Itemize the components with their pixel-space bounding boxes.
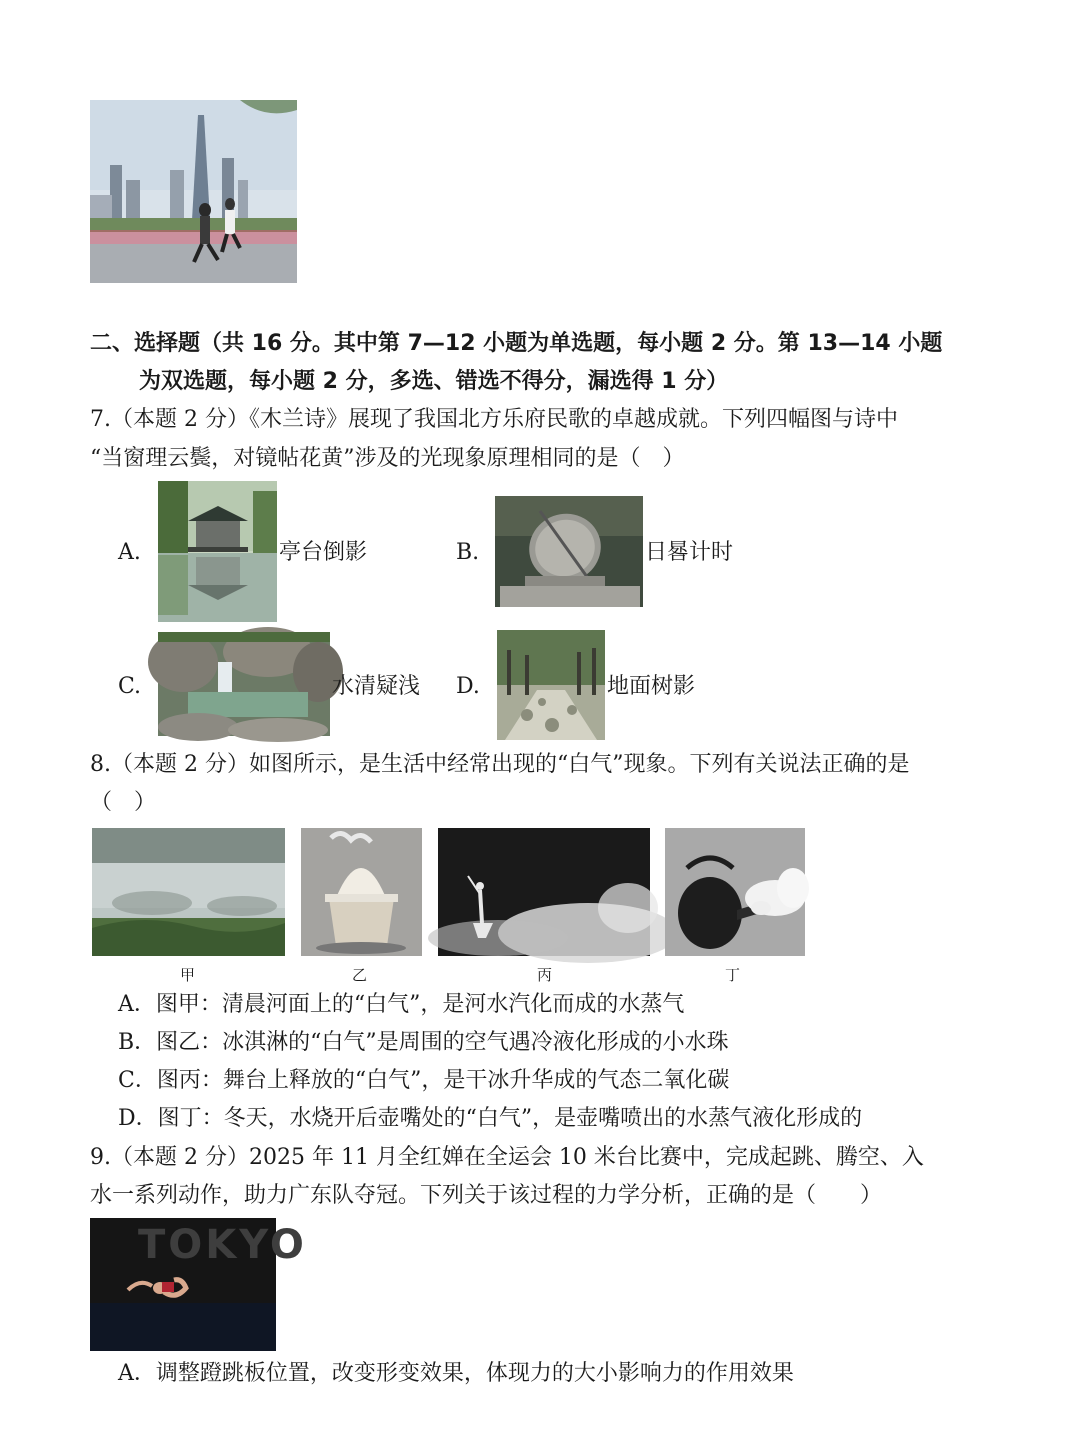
q7-option-b-letter[interactable]: B. (456, 540, 480, 565)
q7-option-d-label: 地面树影 (607, 674, 696, 699)
q7-stem-line1: 7.（本题 2 分）《木兰诗》展现了我国北方乐府民歌的卓越成就。下列四幅图与诗中 (90, 407, 898, 432)
section2-title-line1: 二、选择题（共 16 分。其中第 7—12 小题为单选题，每小题 2 分。第 13—14 小题 (90, 331, 943, 356)
tokyo-text: TOKYO (138, 1222, 307, 1268)
q8-caption-yi: 乙 (352, 966, 368, 984)
q8-stem-line1: 8.（本题 2 分）如图所示，是生活中经常出现的“白气”现象。下列有关说法正确的是 (90, 752, 910, 777)
city-runners-photo (90, 100, 297, 283)
stage-dry-ice-photo (438, 828, 650, 956)
q7-option-c-label: 水清疑浅 (332, 674, 421, 699)
pavilion-reflection-photo (158, 481, 277, 622)
clear-water-stream-photo (158, 632, 330, 736)
diving-photo (90, 1218, 307, 1351)
q8-option-a[interactable]: A．图甲：清晨河面上的“白气”，是河水汽化而成的水蒸气 (118, 992, 685, 1017)
q7-option-c-letter[interactable]: C. (118, 674, 142, 699)
section2-title-line2: 为双选题，每小题 2 分，多选、错选不得分，漏选得 1 分） (139, 369, 729, 394)
tree-shadow-path-photo (497, 630, 605, 740)
q7-option-d-letter[interactable]: D. (456, 674, 480, 699)
river-mist-photo (92, 828, 285, 956)
q8-option-d[interactable]: D．图丁：冬天，水烧开后壶嘴处的“白气”，是壶嘴喷出的水蒸气液化形成的 (118, 1106, 863, 1131)
kettle-steam-photo (665, 828, 805, 956)
q8-caption-jia: 甲 (180, 966, 196, 984)
ice-cream-photo (301, 828, 422, 956)
q8-option-b[interactable]: B．图乙：冰淇淋的“白气”是周围的空气遇冷液化形成的小水珠 (118, 1030, 729, 1055)
q8-caption-ding: 丁 (725, 966, 741, 984)
q9-stem-line2: 水一系列动作，助力广东队夺冠。下列关于该过程的力学分析，正确的是（ ） (90, 1183, 883, 1208)
q8-stem-line2: （ ） (90, 790, 157, 815)
q7-option-a-label: 亭台倒影 (279, 540, 368, 565)
q8-option-c[interactable]: C．图丙：舞台上释放的“白气”，是干冰升华成的气态二氧化碳 (118, 1068, 730, 1093)
q9-stem-line1: 9.（本题 2 分）2025 年 11 月全红婵在全运会 10 米台比赛中，完成起跳、腾空、入 (90, 1145, 924, 1170)
q7-stem-line2: “当窗理云鬓，对镜帖花黄”涉及的光现象原理相同的是（ ） (90, 446, 685, 471)
sundial-photo (495, 496, 643, 607)
q8-caption-bing: 丙 (537, 966, 553, 984)
q7-option-b-label: 日晷计时 (645, 540, 734, 565)
q9-option-a[interactable]: A．调整蹬跳板位置，改变形变效果，体现力的大小影响力的作用效果 (118, 1361, 794, 1386)
q7-option-a-letter[interactable]: A. (118, 540, 141, 565)
